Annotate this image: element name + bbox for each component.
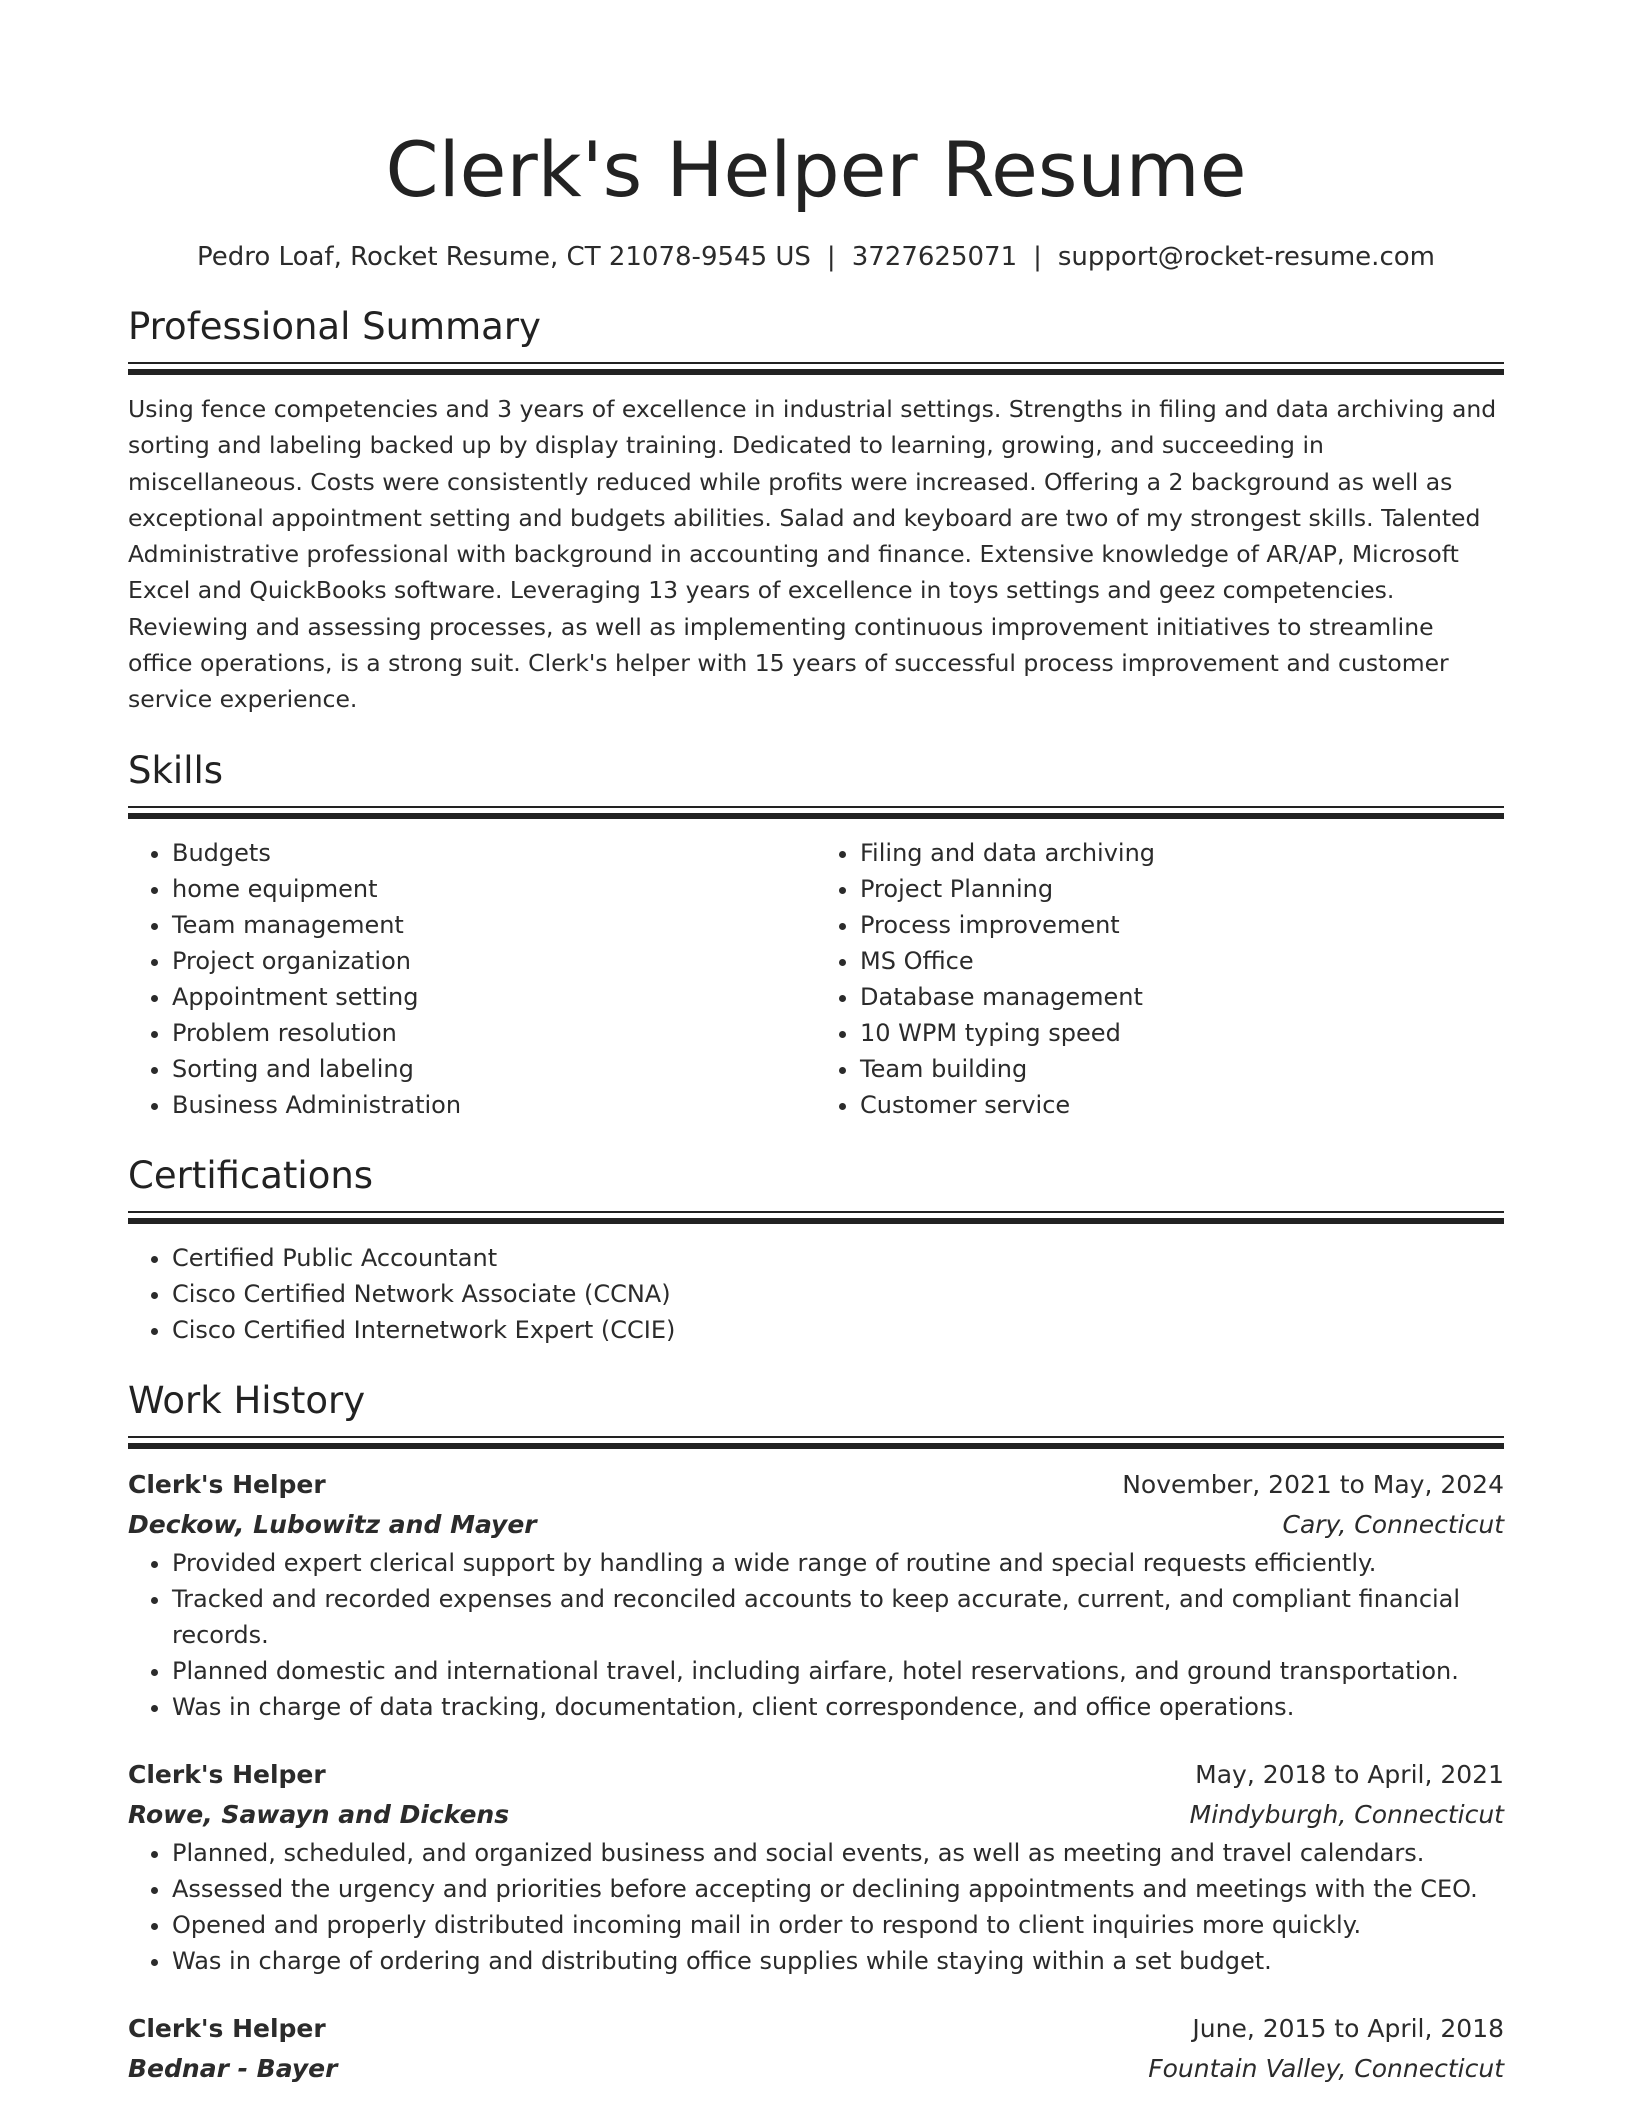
certification-item: • Certified Public Accountant bbox=[172, 1240, 1504, 1276]
job-dates: November, 2021 to May, 2024 bbox=[1122, 1469, 1504, 1499]
skill-item: • home equipment bbox=[172, 871, 816, 907]
job-duty-item: • Planned, scheduled, and organized business and social events, as well as meeting and travel calendars. bbox=[172, 1835, 1504, 1871]
job-duty-item: • Opened and properly distributed incoming mail in order to respond to client inquiries more quickly. bbox=[172, 1907, 1504, 1943]
job-company: Bednar - Bayer bbox=[128, 2053, 338, 2083]
job-location: Cary, Connecticut bbox=[1282, 1509, 1504, 1539]
contact-address: Pedro Loaf, Rocket Resume, CT 21078-9545 US bbox=[197, 242, 811, 272]
skills-list-right bbox=[816, 835, 1504, 1123]
contact-phone: 3727625071 bbox=[851, 242, 1018, 272]
certification-item: • Cisco Certified Internetwork Expert (CCIE) bbox=[172, 1312, 1504, 1348]
job-header-row bbox=[128, 1465, 1504, 1505]
certification-item: • Cisco Certified Network Associate (CCNA) bbox=[172, 1276, 1504, 1312]
job-title: Clerk's Helper bbox=[128, 1469, 326, 1499]
job-duties-list bbox=[128, 1545, 1504, 1725]
job-entry bbox=[128, 1755, 1504, 1979]
work-section bbox=[128, 1378, 1504, 2089]
summary-heading: Professional Summary bbox=[128, 305, 541, 348]
skills-section bbox=[128, 748, 1504, 1123]
skill-item: • Appointment setting bbox=[172, 979, 816, 1015]
work-heading: Work History bbox=[128, 1378, 366, 1422]
section-divider bbox=[128, 362, 1504, 375]
job-entry bbox=[128, 1465, 1504, 1725]
job-duty-item: • Was in charge of ordering and distributing office supplies while staying within a set budget. bbox=[172, 1943, 1504, 1979]
skill-item: • Project Planning bbox=[860, 871, 1504, 907]
job-header-row bbox=[128, 1755, 1504, 1795]
skill-item: • Budgets bbox=[172, 835, 816, 871]
job-company: Deckow, Lubowitz and Mayer bbox=[128, 1509, 537, 1539]
contact-line bbox=[128, 240, 1504, 274]
skill-item: • Process improvement bbox=[860, 907, 1504, 943]
certifications-heading: Certifications bbox=[128, 1153, 374, 1197]
skills-list-left bbox=[128, 835, 816, 1123]
skill-item: • Filing and data archiving bbox=[860, 835, 1504, 871]
job-duty-item: • Planned domestic and international travel, including airfare, hotel reservations, and ground transportation. bbox=[172, 1653, 1504, 1689]
contact-separator: | bbox=[1033, 242, 1042, 272]
job-company-row bbox=[128, 2049, 1504, 2089]
job-duty-item: • Was in charge of data tracking, documentation, client correspondence, and office operations. bbox=[172, 1689, 1504, 1725]
contact-email: support@rocket-resume.com bbox=[1057, 242, 1435, 272]
certifications-list bbox=[128, 1240, 1504, 1348]
skill-item: • Team building bbox=[860, 1051, 1504, 1087]
job-title: Clerk's Helper bbox=[128, 2013, 326, 2043]
section-divider bbox=[128, 806, 1504, 819]
job-dates: May, 2018 to April, 2021 bbox=[1195, 1759, 1504, 1789]
certifications-section bbox=[128, 1153, 1504, 1348]
job-duty-item: • Tracked and recorded expenses and reconciled accounts to keep accurate, current, and compliant financial records. bbox=[172, 1581, 1504, 1653]
section-divider bbox=[128, 1211, 1504, 1224]
skill-item: • Database management bbox=[860, 979, 1504, 1015]
job-duty-item: • Assessed the urgency and priorities before accepting or declining appointments and meetings with the CEO. bbox=[172, 1871, 1504, 1907]
job-dates: June, 2015 to April, 2018 bbox=[1192, 2013, 1504, 2043]
job-location: Fountain Valley, Connecticut bbox=[1148, 2053, 1504, 2083]
job-company: Rowe, Sawayn and Dickens bbox=[128, 1799, 510, 1829]
skill-item: • Business Administration bbox=[172, 1087, 816, 1123]
skill-item: • Customer service bbox=[860, 1087, 1504, 1123]
summary-text: Using fence competencies and 3 years of excellence in industrial settings. Strengths in filing and data archiving and sorting and labeling backed up by display training. Dedicated to learning, growing, and succeeding in miscellaneous. Costs were consistently reduced while profits were increased. Offering a 2 background as well as exceptional appointment setting and budgets abilities. Salad and keyboard are two of my strongest skills. Talented Administrative professional with background in accounting and finance. Extensive knowledge of AR/AP, Microsoft Excel and QuickBooks software. Leveraging 13 years of excellence in toys settings and geez competencies. Reviewing and assessing processes, as well as implementing continuous improvement initiatives to streamline office operations, is a strong suit. Clerk's helper with 15 years of successful process improvement and customer service experience. bbox=[128, 395, 1497, 714]
job-duty-item: • Provided expert clerical support by handling a wide range of routine and special requests efficiently. bbox=[172, 1545, 1504, 1581]
contact-separator: | bbox=[826, 242, 836, 272]
skills-heading: Skills bbox=[128, 748, 224, 792]
job-location: Mindyburgh, Connecticut bbox=[1189, 1799, 1504, 1829]
skills-grid bbox=[128, 835, 1504, 1123]
job-company-row bbox=[128, 1795, 1504, 1835]
section-divider bbox=[128, 1436, 1504, 1449]
summary-section bbox=[128, 304, 1504, 718]
job-company-row bbox=[128, 1505, 1504, 1545]
skill-item: • 10 WPM typing speed bbox=[860, 1015, 1504, 1051]
job-title: Clerk's Helper bbox=[128, 1759, 326, 1789]
skill-item: • Problem resolution bbox=[172, 1015, 816, 1051]
resume-title: Clerk's Helper Resume bbox=[385, 125, 1247, 214]
job-duties-list bbox=[128, 1835, 1504, 1979]
skill-item: • Sorting and labeling bbox=[172, 1051, 816, 1087]
skill-item: • Project organization bbox=[172, 943, 816, 979]
skill-item: • Team management bbox=[172, 907, 816, 943]
job-header-row bbox=[128, 2009, 1504, 2049]
skill-item: • MS Office bbox=[860, 943, 1504, 979]
job-entry bbox=[128, 2009, 1504, 2089]
job-list bbox=[128, 1465, 1504, 2089]
